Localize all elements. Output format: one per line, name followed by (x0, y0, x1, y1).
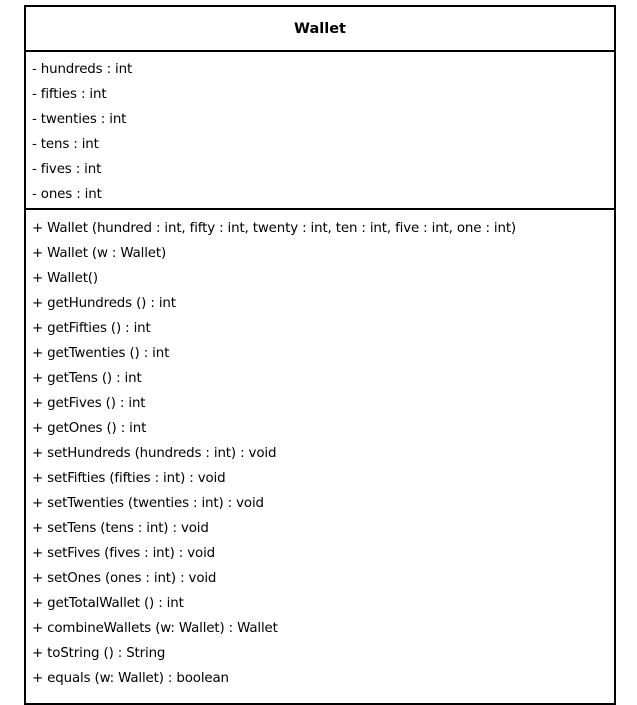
operation-set-hundreds: + setHundreds (hundreds : int) : void (32, 446, 277, 461)
attribute-hundreds: - hundreds : int (32, 62, 133, 77)
operation-constructor-copy: + Wallet (w : Wallet) (32, 246, 167, 261)
operation-get-tens: + getTens () : int (32, 371, 142, 386)
operation-constructor-default: + Wallet() (32, 271, 98, 286)
operation-get-hundreds: + getHundreds () : int (32, 296, 176, 311)
operation-get-fifties: + getFifties () : int (32, 321, 151, 336)
operation-equals: + equals (w: Wallet) : boolean (32, 671, 229, 686)
attribute-fives: - fives : int (32, 162, 102, 177)
uml-class-box (24, 5, 616, 705)
operation-set-fives: + setFives (fives : int) : void (32, 546, 216, 561)
operation-get-total-wallet: + getTotalWallet () : int (32, 596, 184, 611)
operation-constructor-full: + Wallet (hundred : int, fifty : int, twenty : int, ten : int, five : int, one : int) (32, 221, 516, 236)
operation-combine-wallets: + combineWallets (w: Wallet) : Wallet (32, 621, 278, 636)
attribute-tens: - tens : int (32, 137, 99, 152)
attribute-fifties: - fifties : int (32, 87, 107, 102)
attributes-compartment (26, 52, 614, 210)
operation-get-ones: + getOnes () : int (32, 421, 147, 436)
operation-get-fives: + getFives () : int (32, 396, 146, 411)
operation-set-fifties: + setFifties (fifties : int) : void (32, 471, 226, 486)
operation-set-ones: + setOnes (ones : int) : void (32, 571, 217, 586)
operation-set-tens: + setTens (tens : int) : void (32, 521, 209, 536)
operation-set-twenties: + setTwenties (twenties : int) : void (32, 496, 264, 511)
operation-to-string: + toString () : String (32, 646, 166, 661)
operation-get-twenties: + getTwenties () : int (32, 346, 170, 361)
operations-compartment (26, 210, 614, 691)
class-name-header: Wallet (26, 7, 614, 52)
attribute-twenties: - twenties : int (32, 112, 127, 127)
attribute-ones: - ones : int (32, 187, 102, 202)
